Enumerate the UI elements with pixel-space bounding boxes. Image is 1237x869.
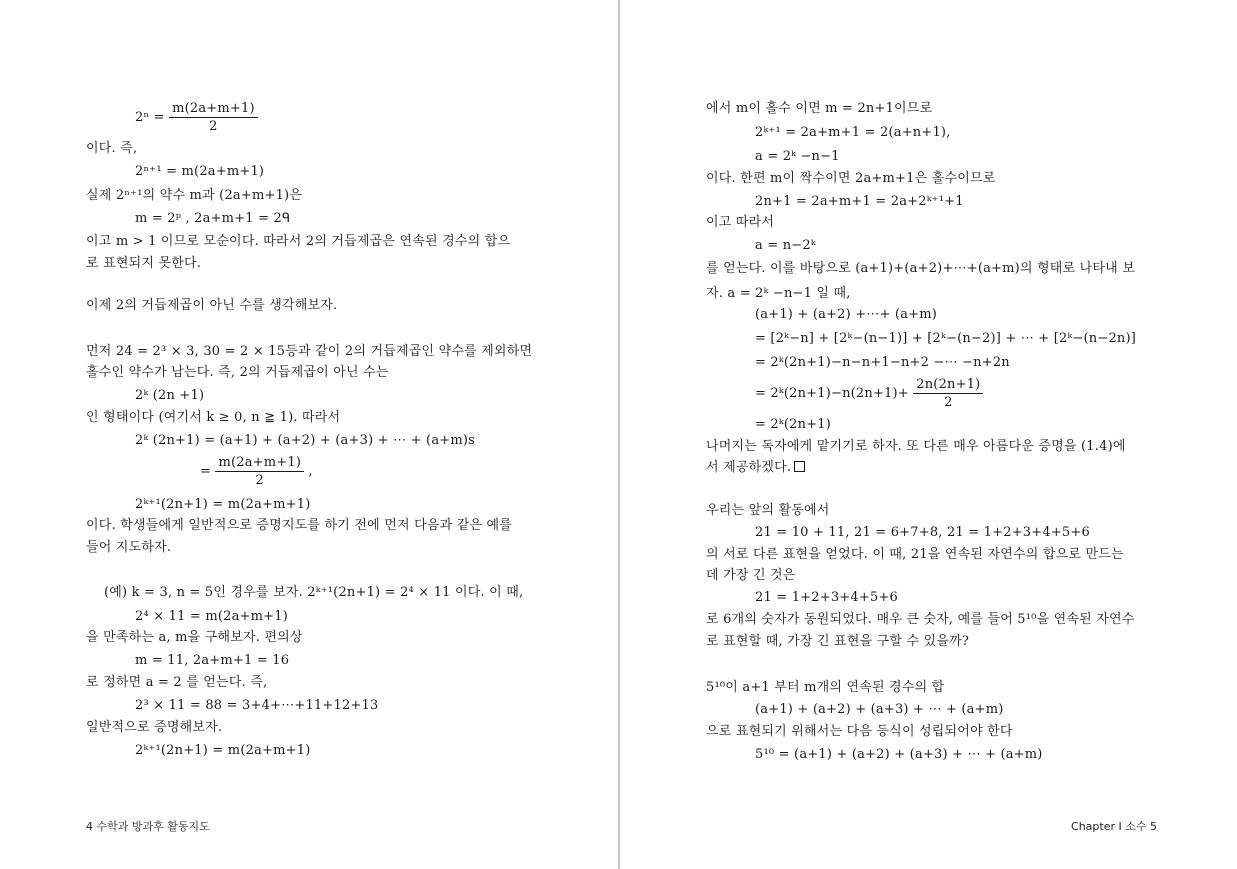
text-line: 우리는 앞의 활동에서 [706,503,830,518]
fraction-numerator: m(2a+m+1) [169,100,258,118]
equation-line: (a+1) + (a+2) +⋯+ (a+m) [755,307,938,322]
text-line: 홀수인 약수가 남는다. 즉, 2의 거듭제곱이 아닌 수는 [86,365,389,380]
text-line: 데 가장 긴 것은 [706,568,796,583]
fraction-numerator: m(2a+m+1) [215,454,304,472]
text-line: 5¹⁰이 a+1 부터 m개의 연속된 경수의 합 [706,680,945,695]
text-line: 먼저 24 = 2³ × 3, 30 = 2 × 15등과 같이 2의 거듭제곱인 약수를 제외하면 [86,344,533,359]
qed-box-icon [794,461,805,472]
equation-line: 2ᵏ⁺¹(2n+1) = m(2a+m+1) [135,743,311,758]
text-line: 로 6개의 숫자가 동원되었다. 매우 큰 숫자, 예를 들어 5¹⁰을 연속된 자연수 [706,612,1135,627]
text-line: 이다. 즉, [86,141,138,156]
text-line: 을 만족하는 a, m을 구해보자. 편의상 [86,630,303,645]
equation-line: = 2ᵏ(2n+1)−n−n+1−n+2 −⋯ −n+2n [755,355,1010,370]
text-line: 인 형태이다 (여기서 k ≥ 0, n ≧ 1). 따라서 [86,410,341,425]
text-line: 의 서로 다른 표현을 얻었다. 이 때, 21을 연속된 자연수의 합으로 만드는 [706,547,1124,562]
text-line: 실제 2ⁿ⁺¹의 약수 m과 (2a+m+1)은 [86,188,303,203]
equation-line: m = 11, 2a+m+1 = 16 [135,653,290,668]
text-line: 나머지는 독자에게 맡기기로 하자. 또 다른 매우 아름다운 증명을 (1.4)에 [706,439,1126,454]
text-line: 이다. 한편 m이 짝수이면 2a+m+1은 홀수이므로 [706,171,996,186]
text-line: 에서 m이 홀수 이면 m = 2n+1이므로 [706,101,933,116]
text-line: 를 얻는다. 이를 바탕으로 (a+1)+(a+2)+⋯+(a+m)의 형태로 나타내 보 [706,261,1136,276]
equation-line: 2ⁿ⁺¹ = m(2a+m+1) [135,164,265,179]
fraction [913,376,983,411]
equation-lhs: 2ⁿ = [135,110,165,125]
equation-line: 5¹⁰ = (a+1) + (a+2) + (a+3) + ⋯ + (a+m) [755,747,1043,762]
fraction-denominator: 2 [944,395,953,410]
fraction [169,100,258,135]
text-line-with-qed [706,459,805,477]
equation-line: 2ᵏ⁺¹ = 2a+m+1 = 2(a+n+1), [755,125,951,140]
text-line: 이제 2의 거듭제곱이 아닌 수를 생각해보자. [86,298,338,313]
page-footer-right: Chapter Ⅰ 소수 5 [1071,820,1157,833]
equation-lhs: = [200,464,212,479]
text-line: (예) k = 3, n = 5인 경우를 보자. 2ᵏ⁺¹(2n+1) = 2⁴ × 11 이다. 이 때, [104,585,524,600]
fraction-denominator: 2 [209,119,218,134]
text-line: 들어 지도하자. [86,540,172,555]
text-line: 자. a = 2ᵏ −n−1 일 때, [706,286,851,301]
equation-line: a = 2ᵏ −n−1 [755,149,840,164]
left-page [0,0,618,869]
text-line: 로 표현되지 못한다. [86,256,202,271]
equation-line: 2ᵏ (2n+1) = (a+1) + (a+2) + (a+3) + ⋯ + (a+m)s [135,433,476,448]
equation-tail: , [308,464,313,479]
equation-line: 2⁴ × 11 = m(2a+m+1) [135,609,289,624]
page-footer-left: 4 수학과 방과후 활동지도 [86,820,210,833]
equation-line: (a+1) + (a+2) + (a+3) + ⋯ + (a+m) [755,702,1004,717]
equation-fraction-top [135,100,258,135]
equation-line: m = 2ᵖ , 2a+m+1 = 2ᑫ [135,211,291,226]
text-span: 서 제공하겠다. [706,460,792,475]
equation-line: 21 = 1+2+3+4+5+6 [755,590,898,605]
text-line: 이고 따라서 [706,215,775,230]
equation-line: 2ᵏ (2n +1) [135,388,205,403]
equation-line: = [2ᵏ−n] + [2ᵏ−(n−1)] + [2ᵏ−(n−2)] + ⋯ + [2ᵏ−(n−2n)] [755,331,1137,346]
right-page [620,0,1237,869]
text-line: 으로 표현되기 위해서는 다음 등식이 성립되어야 한다 [706,724,1013,739]
text-line: 이고 m > 1 이므로 모순이다. 따라서 2의 거듭제곱은 연속된 경수의 합으 [86,234,511,249]
fraction [215,454,304,489]
fraction-denominator: 2 [255,473,265,488]
equation-line: = 2ᵏ(2n+1) [755,417,831,432]
text-line: 일반적으로 증명해보자. [86,720,223,735]
fraction-numerator: 2n(2n+1) [913,376,983,394]
equation-line: 2ᵏ⁺¹(2n+1) = m(2a+m+1) [135,497,311,512]
equation-lhs: = 2ᵏ(2n+1)−n(2n+1)+ [755,386,909,401]
equation-line: a = n−2ᵏ [755,238,816,253]
text-line: 이다. 학생들에게 일반적으로 증명지도를 하기 전에 먼저 다음과 같은 예를 [86,518,513,533]
equation-line: 2n+1 = 2a+m+1 = 2a+2ᵏ⁺¹+1 [755,194,964,209]
equation-fraction-mid [200,454,313,489]
equation-line: 2³ × 11 = 88 = 3+4+⋯+11+12+13 [135,698,379,713]
text-line: 로 표현할 때, 가장 긴 표현을 구할 수 있을까? [706,634,970,649]
equation-fraction [755,376,983,411]
equation-line: 21 = 10 + 11, 21 = 6+7+8, 21 = 1+2+3+4+5+6 [755,525,1090,540]
text-line: 로 정하면 a = 2 를 얻는다. 즉, [86,675,268,690]
